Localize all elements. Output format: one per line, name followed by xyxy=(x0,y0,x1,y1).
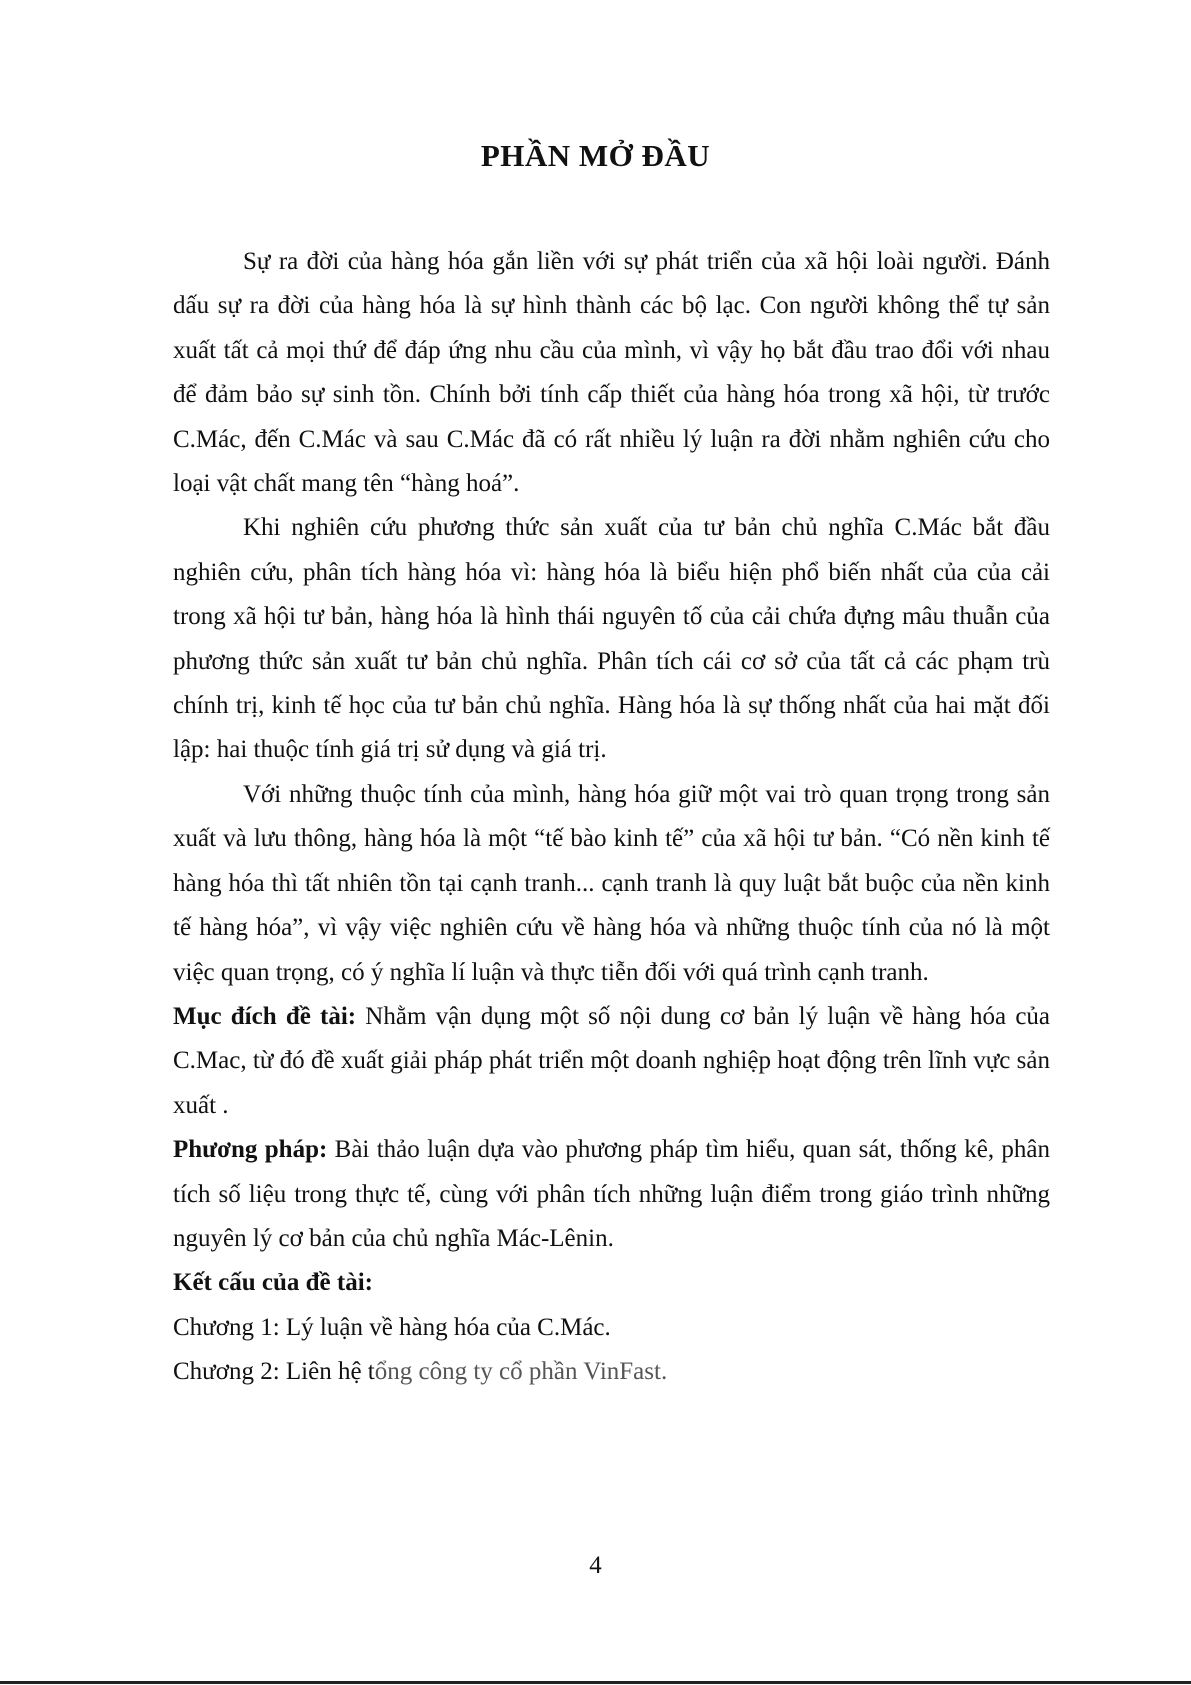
chapter-1-line: Chương 1: Lý luận về hàng hóa của C.Mác. xyxy=(173,1313,611,1341)
paragraph-3: Với những thuộc tính của mình, hàng hóa giữ một vai trò quan trọng trong sản xuất và lưu thông, hàng hóa là một “tế bào kinh tế” của xã hội tư bản. “Có nền kinh tế hàng hóa thì tất nhiên tồn tại cạnh tranh... cạnh tranh là quy luật bắt buộc của nền kinh tế hàng hóa”, vì vậy việc nghiên cứu về hàng hóa và những thuộc tính của nó là một việc quan trọng, có ý nghĩa lí luận và thực tiễn đối với quá trình cạnh tranh. xyxy=(173,780,1050,986)
chapter-2-text: Chương 2: Liên hệ t xyxy=(173,1358,375,1386)
chapter-2-line xyxy=(173,1350,1050,1394)
page-title: PHẦN MỞ ĐẦU xyxy=(480,138,711,173)
footer-divider xyxy=(0,1681,1191,1684)
page-number: 4 xyxy=(589,1552,602,1579)
method-label: Phương pháp: xyxy=(173,1136,328,1164)
paragraph-2: Khi nghiên cứu phương thức sản xuất của tư bản chủ nghĩa C.Mác bắt đầu nghiên cứu, phân tích hàng hóa vì: hàng hóa là biểu hiện phổ biến nhất của của cải trong xã hội tư bản, hàng hóa là hình thái nguyên tố của cải chứa đựng mâu thuẫn của phương thức sản xuất tư bản chủ nghĩa. Phân tích cái cơ sở của tất cả các phạm trù chính trị, kinh tế học của tư bản chủ nghĩa. Hàng hóa là sự thống nhất của hai mặt đối lập: hai thuộc tính giá trị sử dụng và giá trị. xyxy=(173,514,1050,764)
paragraph-1: Sự ra đời của hàng hóa gắn liền với sự phát triển của xã hội loài người. Đánh dấu sự ra đời của hàng hóa là sự hình thành các bộ lạc. Con người không thể tự sản xuất tất cả mọi thứ để đáp ứng nhu cầu của mình, vì vậy họ bắt đầu trao đổi với nhau để đảm bảo sự sinh tồn. Chính bởi tính cấp thiết của hàng hóa trong xã hội, từ trước C.Mác, đến C.Mác và sau C.Mác đã có rất nhiều lý luận ra đời nhằm nghiên cứu cho loại vật chất mang tên “hàng hoá”. xyxy=(173,248,1050,498)
method-text: Bài thảo luận dựa vào phương pháp tìm hiểu, quan sát, thống kê, phân tích số liệu trong thực tế, cùng với phân tích những luận điểm trong giáo trình những nguyên lý cơ bản của chủ nghĩa Mác-Lênin. xyxy=(173,1136,1051,1252)
purpose-section xyxy=(173,995,1050,1128)
purpose-text: Nhằm vận dụng một số nội dung cơ bản lý luận về hàng hóa của C.Mac, từ đó đề xuất giải pháp phát triển một doanh nghiệp hoạt động trên lĩnh vực sản xuất . xyxy=(173,1002,1051,1119)
structure-label: Kết cấu của đề tài: xyxy=(173,1269,373,1297)
document-body xyxy=(173,240,1050,1395)
chapter-2-faded-text: ổng công ty cổ phần VinFast. xyxy=(374,1358,668,1386)
purpose-label: Mục đích đề tài: xyxy=(173,1002,357,1030)
structure-heading xyxy=(173,1261,1050,1305)
method-section xyxy=(173,1128,1050,1261)
